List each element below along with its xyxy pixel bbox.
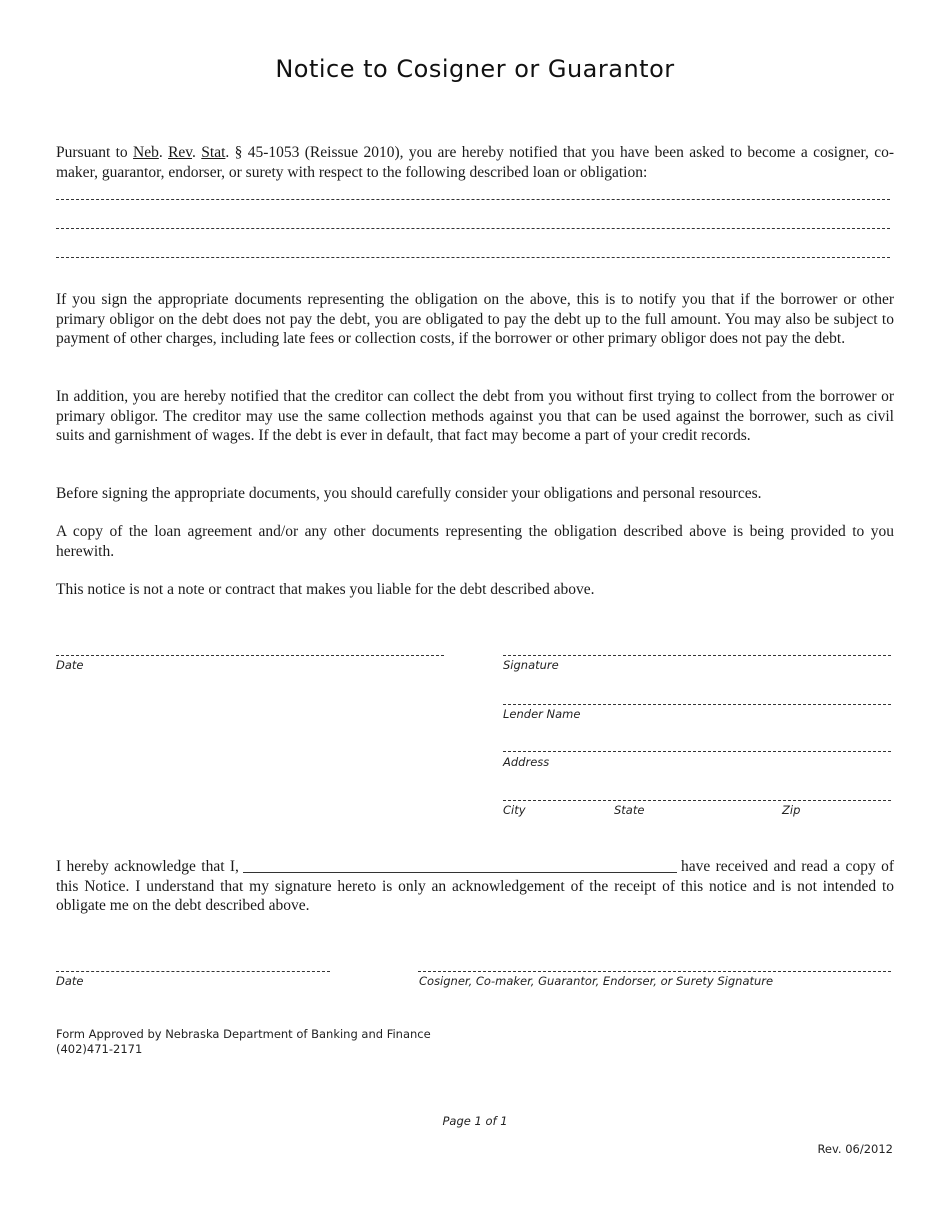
cosigner-date-label: Date: [56, 974, 84, 988]
statute-ref-rev: Rev: [168, 144, 193, 161]
page-title: Notice to Cosigner or Guarantor: [275, 55, 675, 83]
obligation-blank-line-1[interactable]: [56, 199, 890, 200]
lender-name-line[interactable]: [503, 704, 891, 705]
acknowledgement-prefix: I hereby acknowledge that I,: [56, 858, 239, 875]
consider-paragraph: Before signing the appropriate documents, you should carefully consider your obligations and personal resources.: [56, 485, 762, 502]
lender-address-line[interactable]: [503, 751, 891, 752]
collection-paragraph: In addition, you are hereby notified that the creditor can collect the debt from you without first trying to collect from the borrower or primary obligor. The creditor may use the same collection methods against you that can be used against the borrower, such as civil suits and garnishment of wages. If the debt is ever in default, that fact may become a part of your credit records.: [56, 388, 894, 444]
intro-paragraph: Pursuant to Neb. Rev. Stat. § 45-1053 (Reissue 2010), you are hereby notified that you have been asked to become a cosigner, co-maker, guarantor, endorser, or surety with respect to the following described loan or obligation:: [56, 144, 895, 181]
cosigner-signature-label: Cosigner, Co-maker, Guarantor, Endorser, or Surety Signature: [419, 974, 774, 988]
lender-signature-line[interactable]: [503, 655, 891, 656]
revision-date: Rev. 06/2012: [817, 1142, 893, 1156]
lender-signature-label: Signature: [503, 658, 559, 672]
lender-address-label: Address: [503, 755, 550, 769]
statute-ref-neb: Neb: [133, 144, 159, 161]
obligation-blank-line-3[interactable]: [56, 257, 890, 258]
statute-ref-stat: Stat: [201, 144, 226, 161]
lender-date-label: Date: [56, 658, 84, 672]
not-contract-paragraph: This notice is not a note or contract that makes you liable for the debt described above.: [56, 581, 595, 598]
cosigner-signature-line[interactable]: [418, 971, 891, 972]
lender-city-label: City: [503, 803, 526, 817]
lender-city-state-zip-line[interactable]: [503, 800, 891, 801]
page-number: Page 1 of 1: [442, 1114, 508, 1128]
intro-prefix: Pursuant to: [56, 144, 134, 161]
acknowledgement-suffix: have received and read a copy of this Notice. I understand that my signature hereto is only an acknowledgement of the receipt of this notice and is not intended to obligate me on the debt described above.: [56, 858, 894, 914]
cosigner-date-line[interactable]: [56, 971, 330, 972]
form-approval-text: Form Approved by Nebraska Department of Banking and Finance: [56, 1027, 431, 1041]
lender-zip-label: Zip: [782, 803, 801, 817]
liability-paragraph: If you sign the appropriate documents representing the obligation on the above, this is to notify you that if the borrower or other primary obligor on the debt does not pay the debt, you are obligated to pay the debt up to the full amount. You may also be subject to payment of other charges, including late fees or collection costs, if the borrower or other primary obligor does not pay the debt.: [56, 291, 894, 347]
acknowledgement-name-blank[interactable]: [243, 858, 677, 873]
acknowledgement-paragraph: [56, 857, 894, 916]
intro-suffix: § 45-1053 (Reissue 2010), you are hereby notified that you have been asked to become a cosigner, co-maker, guarantor, endorser, or surety with respect to the following described loan or obligation:: [56, 144, 895, 181]
lender-state-label: State: [614, 803, 645, 817]
lender-date-line[interactable]: [56, 655, 444, 656]
obligation-blank-line-2[interactable]: [56, 228, 890, 229]
copy-provided-paragraph: A copy of the loan agreement and/or any other documents representing the obligation described above is being provided to you herewith.: [56, 523, 894, 560]
agency-phone: (402)471-2171: [56, 1042, 143, 1056]
lender-name-label: Lender Name: [503, 707, 581, 721]
